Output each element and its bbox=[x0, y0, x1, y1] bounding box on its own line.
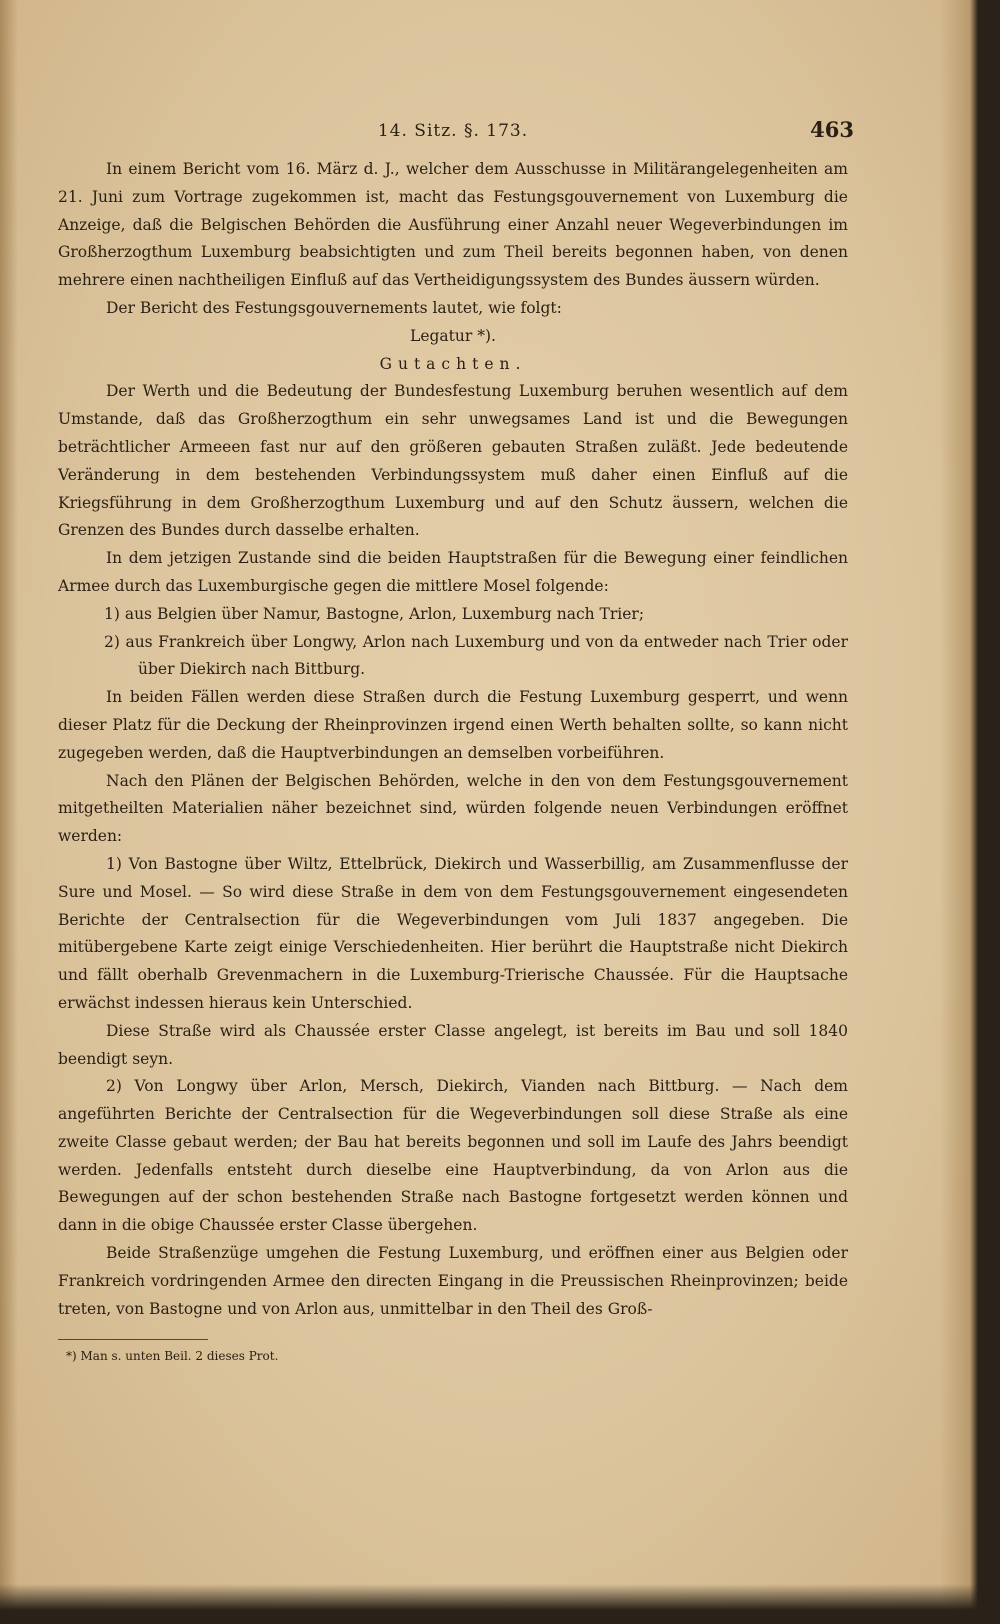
paragraph-report-lead: Der Bericht des Festungsgouvernements lautet, wie folgt: bbox=[106, 298, 562, 317]
list-item-route-belgium: 1) aus Belgien über Namur, Bastogne, Arlon, Luxemburg nach Trier; bbox=[104, 604, 645, 623]
paragraph-roads-blocked: In beiden Fällen werden diese Straßen durch die Festung Luxemburg gesperrt, und wenn dieser Platz für die Deckung der Rheinprovinzen irgend einen Werth behalten sollte, so kann nicht zugegeben werden, daß die Hauptverbindungen an demselben vorbeiführen. bbox=[58, 688, 848, 762]
gutachten-heading: Gutachten. bbox=[379, 354, 527, 373]
paragraph-new-road-1: 1) Von Bastogne über Wiltz, Ettelbrück, Diekirch und Wasserbillig, am Zusammenflusse der Sure und Mosel. — So wird diese Straße in dem von dem Festungsgouvernement eingesendeten Berichte der Centralsection für die Wegeverbindungen vom Juli 1837 angegeben. Die mitübergebene Karte zeigt einige Verschiedenheiten. Hier berührt die Hauptstraße nicht Diekirch und fällt oberhalb Grevenmachern in die Luxemburg-Trierische Chaussée. Für die Hauptsache erwächst indessen hieraus kein Unterschied. bbox=[58, 854, 848, 1012]
paragraph-chaussee-first-class: Diese Straße wird als Chaussée erster Classe angelegt, ist bereits im Bau und soll 1840 beendigt seyn. bbox=[58, 1021, 848, 1068]
footnote-divider bbox=[58, 1339, 208, 1340]
legatur-heading: Legatur *). bbox=[410, 326, 496, 345]
running-title: 14. Sitz. §. 173. bbox=[377, 121, 529, 141]
page-edge-right bbox=[940, 0, 1000, 1624]
list-item-route-france: 2) aus Frankreich über Longwy, Arlon nach Luxemburg und von da entweder nach Trier oder über Diekirch nach Bittburg. bbox=[104, 632, 848, 679]
page-edge-left bbox=[0, 0, 18, 1624]
paragraph-new-road-2: 2) Von Longwy über Arlon, Mersch, Diekirch, Vianden nach Bittburg. — Nach dem angeführten Berichte der Centralsection für die Wegeverbindungen soll diese Straße als eine zweite Classe gebaut werden; der Bau hat bereits begonnen und soll im Laufe des Jahrs beendigt werden. Jedenfalls entsteht durch dieselbe eine Hauptverbindung, da von Arlon aus die Bewegungen auf der schon bestehenden Straße nach Bastogne fortgesetzt werden können und dann in die obige Chaussée erster Classe übergehen. bbox=[58, 1077, 848, 1235]
paragraph-both-routes: Beide Straßenzüge umgehen die Festung Luxemburg, und eröffnen einer aus Belgien oder Frankreich vordringenden Armee den directen Eingang in die Preussischen Rheinprovinzen; beide treten, von Bastogne und von Arlon aus, unmittelbar in den Theil des Groß- bbox=[58, 1244, 848, 1318]
running-head bbox=[58, 117, 854, 152]
paragraph-report-intro: In einem Bericht vom 16. März d. J., welcher dem Ausschusse in Militärangelegenheiten am 21. Juni zum Vortrage zugekommen ist, macht das Festungsgouvernement von Luxemburg die Anzeige, daß die Belgischen Behörden die Ausführung einer Anzahl neuer Wegeverbindungen im Großherzogthum Luxemburg beabsichtigten und zum Theil bereits begonnen haben, von denen mehrere einen nachtheiligen Einfluß auf das Vertheidigungssystem des Bundes äussern würden. bbox=[58, 160, 848, 290]
page-content bbox=[58, 117, 854, 1366]
paragraph-belgian-plans: Nach den Plänen der Belgischen Behörden, welche in den von dem Festungsgouvernement mitgetheilten Materialien näher bezeichnet sind, würden folgende neuen Verbindungen eröffnet werden: bbox=[58, 771, 848, 846]
paragraph-main-roads: In dem jetzigen Zustande sind die beiden Hauptstraßen für die Bewegung einer feindlichen Armee durch das Luxemburgische gegen die mittlere Mosel folgende: bbox=[58, 549, 848, 595]
page-number: 463 bbox=[810, 117, 854, 142]
paragraph-fortress-value: Der Werth und die Bedeutung der Bundesfestung Luxemburg beruhen wesentlich auf dem Umstande, daß das Großherzogthum ein sehr unwegsames Land ist und die Bewegungen beträchtlicher Armeeen fast nur auf den größeren gebauten Straßen zuläßt. Jede bedeutende Veränderung in dem bestehenden Verbindungssystem muß daher einen Einfluß auf die Kriegsführung in dem Großherzogthum Luxemburg und auf den Schutz äussern, welchen die Grenzen des Bundes durch dasselbe erhalten. bbox=[58, 382, 848, 540]
page-edge-bottom bbox=[0, 1584, 1000, 1624]
footnote: *) Man s. unten Beil. 2 dieses Prot. bbox=[66, 1349, 279, 1364]
